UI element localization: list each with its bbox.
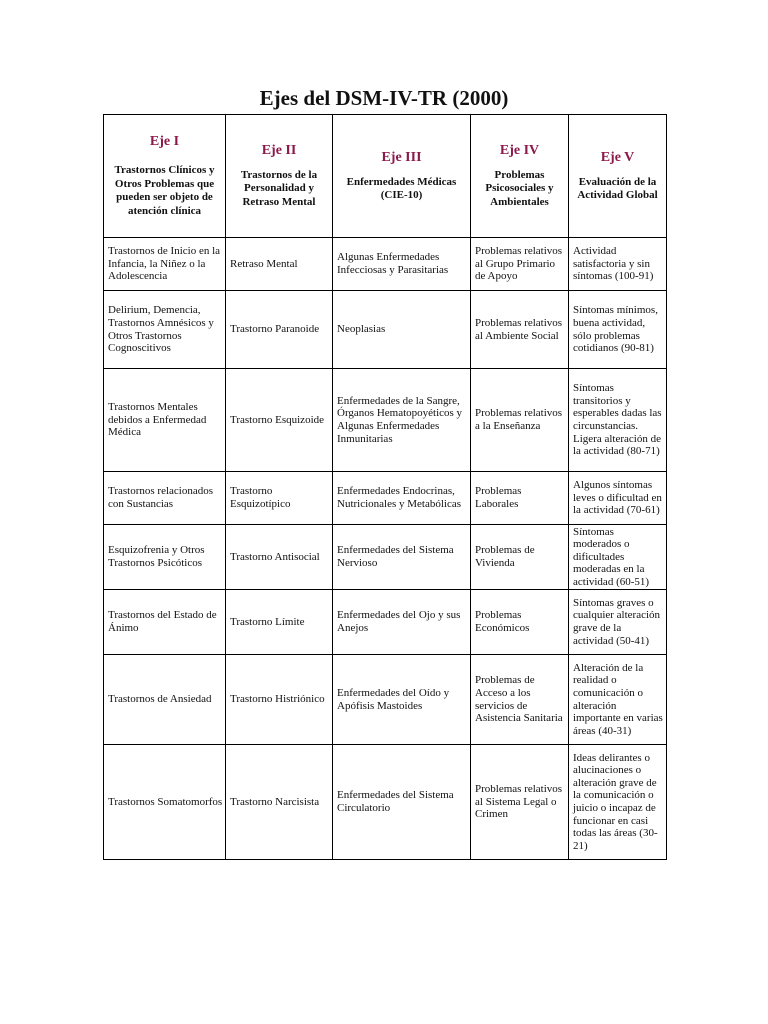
axis-description: Evaluación de la Actividad Global xyxy=(577,175,658,201)
table-cell-axis-5: Algunos síntomas leves o dificultad en la actividad (70-61) xyxy=(569,472,667,525)
table-cell-axis-2: Trastorno Histriónico xyxy=(226,655,333,745)
table-cell-axis-3: Enfermedades Endocrinas, Nutricionales y Metabólicas xyxy=(333,472,471,525)
table-cell-axis-3: Enfermedades del Ojo y sus Anejos xyxy=(333,590,471,655)
table-row xyxy=(104,590,667,655)
table-cell-axis-5: Actividad satisfactoria y sin síntomas (100-91) xyxy=(569,238,667,291)
table-cell-axis-4: Problemas Económicos xyxy=(471,590,569,655)
header-axis-1 xyxy=(104,115,226,238)
table-cell-axis-5: Alteración de la realidad o comunicación o alteración importante en varias áreas (40-31) xyxy=(569,655,667,745)
table-cell-axis-4: Problemas relativos al Grupo Primario de Apoyo xyxy=(471,238,569,291)
table-cell-axis-4: Problemas relativos a la Enseñanza xyxy=(471,369,569,472)
axis-description: Trastornos de la Personalidad y Retraso Mental xyxy=(240,168,318,208)
axis-title: Eje IV xyxy=(499,142,540,158)
header-axis-4 xyxy=(471,115,569,238)
table-row xyxy=(104,655,667,745)
axis-title: Eje II xyxy=(261,142,297,158)
table-cell-axis-3: Neoplasias xyxy=(333,291,471,369)
table-cell-axis-2: Retraso Mental xyxy=(226,238,333,291)
table-cell-axis-1: Trastornos Somatomorfos xyxy=(104,745,226,860)
table-cell-axis-4: Problemas de Acceso a los servicios de Asistencia Sanitaria xyxy=(471,655,569,745)
table-cell-axis-5: Síntomas graves o cualquier alteración grave de la actividad (50-41) xyxy=(569,590,667,655)
table-cell-axis-1: Trastornos de Inicio en la Infancia, la Niñez o la Adolescencia xyxy=(104,238,226,291)
table-row xyxy=(104,238,667,291)
table-cell-axis-1: Esquizofrenia y Otros Trastornos Psicóticos xyxy=(104,525,226,590)
axis-description: Problemas Psicosociales y Ambientales xyxy=(485,168,554,208)
table-header-row xyxy=(104,115,667,238)
table-row xyxy=(104,745,667,860)
table-cell-axis-4: Problemas Laborales xyxy=(471,472,569,525)
table-row xyxy=(104,472,667,525)
table-cell-axis-1: Trastornos Mentales debidos a Enfermedad Médica xyxy=(104,369,226,472)
page-title: Ejes del DSM-IV-TR (2000) xyxy=(259,86,509,110)
table-cell-axis-4: Problemas relativos al Ambiente Social xyxy=(471,291,569,369)
table-cell-axis-5: Ideas delirantes o alucinaciones o alteración grave de la comunicación o juicio o incapaz de funcionar en casi todas las áreas (30-21) xyxy=(569,745,667,860)
table-cell-axis-5: Síntomas mínimos, buena actividad, sólo problemas cotidianos (90-81) xyxy=(569,291,667,369)
table-row xyxy=(104,369,667,472)
axis-description: Trastornos Clínicos y Otros Problemas que pueden ser objeto de atención clínica xyxy=(114,164,215,217)
table-cell-axis-2: Trastorno Esquizotípico xyxy=(226,472,333,525)
header-axis-3 xyxy=(333,115,471,238)
table-cell-axis-2: Trastorno Límite xyxy=(226,590,333,655)
table-cell-axis-2: Trastorno Esquizoide xyxy=(226,369,333,472)
table-cell-axis-2: Trastorno Antisocial xyxy=(226,525,333,590)
axis-title: Eje III xyxy=(381,149,422,165)
table-cell-axis-3: Enfermedades del Oído y Apófisis Mastoides xyxy=(333,655,471,745)
table-cell-axis-1: Trastornos relacionados con Sustancias xyxy=(104,472,226,525)
table-cell-axis-5: Síntomas transitorios y esperables dadas las circunstancias. Ligera alteración de la actividad (80-71) xyxy=(569,369,667,472)
table-cell-axis-3: Enfermedades del Sistema Circulatorio xyxy=(333,745,471,860)
table-cell-axis-3: Enfermedades del Sistema Nervioso xyxy=(333,525,471,590)
table-cell-axis-3: Algunas Enfermedades Infecciosas y Parasitarias xyxy=(333,238,471,291)
table-row xyxy=(104,525,667,590)
table-cell-axis-1: Delirium, Demencia, Trastornos Amnésicos y Otros Trastornos Cognoscitivos xyxy=(104,291,226,369)
dsm-axes-table xyxy=(103,114,667,860)
axis-title: Eje I xyxy=(149,134,180,149)
table-cell-axis-2: Trastorno Narcisista xyxy=(226,745,333,860)
header-axis-5 xyxy=(569,115,667,238)
axis-title: Eje V xyxy=(600,149,635,165)
table-cell-axis-3: Enfermedades de la Sangre, Órganos Hematopoyéticos y Algunas Enfermedades Inmunitarias xyxy=(333,369,471,472)
table-cell-axis-5: Síntomas moderados o dificultades moderadas en la actividad (60-51) xyxy=(569,525,667,590)
axis-description: Enfermedades Médicas (CIE-10) xyxy=(346,175,457,201)
header-axis-2 xyxy=(226,115,333,238)
table-cell-axis-2: Trastorno Paranoide xyxy=(226,291,333,369)
table-row xyxy=(104,291,667,369)
table-cell-axis-4: Problemas relativos al Sistema Legal o Crimen xyxy=(471,745,569,860)
table-cell-axis-1: Trastornos de Ansiedad xyxy=(104,655,226,745)
table-cell-axis-4: Problemas de Vivienda xyxy=(471,525,569,590)
table-cell-axis-1: Trastornos del Estado de Ánimo xyxy=(104,590,226,655)
